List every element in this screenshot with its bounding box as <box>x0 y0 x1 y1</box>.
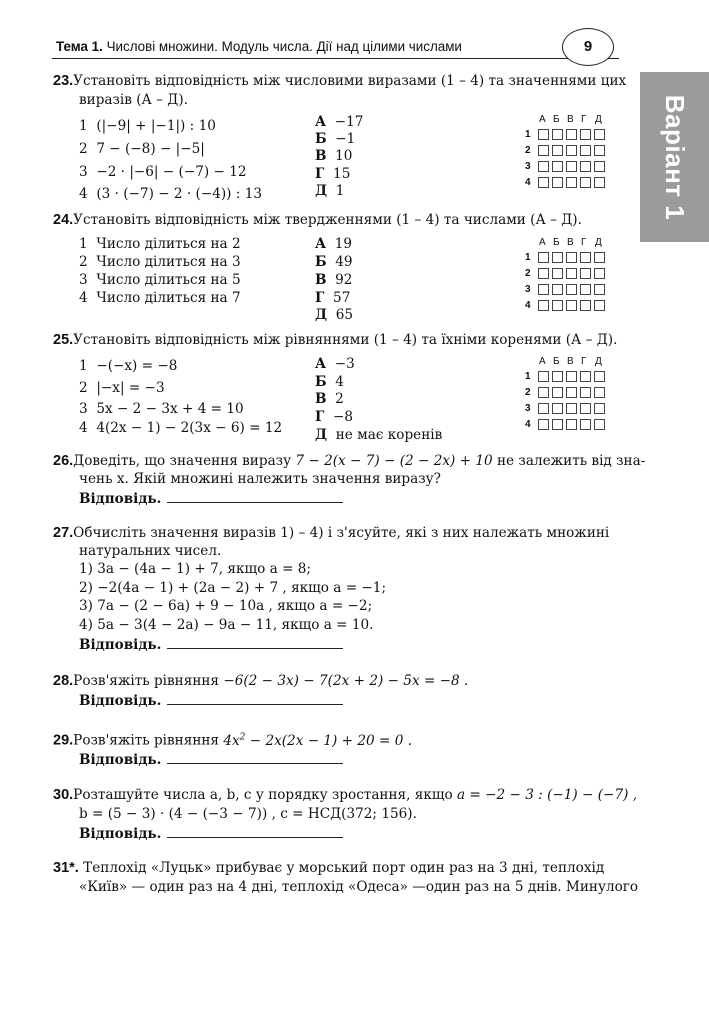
q24-line1: 24.Установіть відповідність між твердженнями (1 – 4) та числами (А – Д). <box>53 212 582 228</box>
answer-checkbox[interactable] <box>580 252 591 263</box>
q23-option-1: А −17 <box>315 114 364 130</box>
answer-checkbox[interactable] <box>580 145 591 156</box>
q23-item-2: 2 7 − (−8) − |−5| <box>79 141 205 157</box>
answer-checkbox[interactable] <box>580 177 591 188</box>
q25-option-5: Д не має коренів <box>315 427 443 443</box>
answer-checkbox[interactable] <box>566 177 577 188</box>
grid-row-label: 3 <box>525 284 531 295</box>
q24-option-4: Г 57 <box>315 290 351 306</box>
answer-checkbox[interactable] <box>538 419 549 430</box>
answer-checkbox[interactable] <box>552 403 563 414</box>
q26-line1: 26.Доведіть, що значення виразу 7 − 2(x − 7) − (2 − 2x) + 10 не залежить від зна- <box>53 453 646 469</box>
answer-checkbox[interactable] <box>566 300 577 311</box>
answer-checkbox[interactable] <box>566 145 577 156</box>
q23-option-2: Б −1 <box>315 131 356 147</box>
answer-checkbox[interactable] <box>566 371 577 382</box>
grid-column-label: Д <box>595 237 602 248</box>
q23-item-3: 3 −2 · |−6| − (−7) − 12 <box>79 164 247 180</box>
q27-item-3: 3) 7a − (2 − 6a) + 9 − 10a , якщо a = −2; <box>79 598 373 614</box>
grid-column-label: А <box>539 114 546 125</box>
grid-row-label: 2 <box>525 387 531 398</box>
answer-checkbox[interactable] <box>580 284 591 295</box>
header-topic: Тема 1. <box>56 39 103 54</box>
answer-checkbox[interactable] <box>552 161 563 172</box>
grid-column-label: В <box>567 237 574 248</box>
answer-checkbox[interactable] <box>594 284 605 295</box>
answer-checkbox[interactable] <box>580 161 591 172</box>
answer-checkbox[interactable] <box>552 268 563 279</box>
answer-checkbox[interactable] <box>594 268 605 279</box>
answer-checkbox[interactable] <box>566 161 577 172</box>
answer-checkbox[interactable] <box>538 161 549 172</box>
answer-checkbox[interactable] <box>580 371 591 382</box>
q27-line2: натуральних чисел. <box>79 543 222 559</box>
answer-checkbox[interactable] <box>552 129 563 140</box>
q25-item-2: 2 |−x| = −3 <box>79 380 165 396</box>
answer-checkbox[interactable] <box>552 300 563 311</box>
answer-checkbox[interactable] <box>594 403 605 414</box>
answer-checkbox[interactable] <box>552 284 563 295</box>
q24-option-2: Б 49 <box>315 254 353 270</box>
answer-checkbox[interactable] <box>580 403 591 414</box>
page-header <box>52 36 619 59</box>
q25-item-3: 3 5x − 2 − 3x + 4 = 10 <box>79 401 244 417</box>
q25-option-4: Г −8 <box>315 409 354 425</box>
grid-row-label: 3 <box>525 403 531 414</box>
answer-checkbox[interactable] <box>538 371 549 382</box>
q24-option-1: А 19 <box>315 236 353 252</box>
answer-checkbox[interactable] <box>552 419 563 430</box>
grid-row-label: 1 <box>525 252 531 263</box>
grid-row-label: 1 <box>525 129 531 140</box>
q24-item-2: 2 Число ділиться на 3 <box>79 254 241 270</box>
q29-line1: 29.Розв'яжіть рівняння $4x^2 - 2x(2x - 1) + 20 = 0$ . <box>53 732 413 749</box>
grid-column-label: Д <box>595 114 602 125</box>
q23-item-1: 1 (|−9| + |−1|) : 10 <box>79 118 216 134</box>
q23-item-4: 4 (3 · (−7) − 2 · (−4)) : 13 <box>79 186 262 202</box>
answer-checkbox[interactable] <box>580 387 591 398</box>
grid-column-label: Г <box>581 114 587 125</box>
q24-option-3: В 92 <box>315 272 353 288</box>
grid-row-label: 1 <box>525 371 531 382</box>
grid-row-label: 3 <box>525 161 531 172</box>
q27-line1: 27.Обчисліть значення виразів 1) – 4) і з'ясуйте, які з них належать множині <box>53 525 610 541</box>
answer-checkbox[interactable] <box>580 268 591 279</box>
answer-grid-q25[interactable] <box>525 357 610 429</box>
header-title: Числові множини. Модуль числа. Дії над цілими числами <box>106 39 462 54</box>
grid-row-label: 4 <box>525 419 531 430</box>
answer-checkbox[interactable] <box>566 387 577 398</box>
q30-line2: b = (5 − 3) · (4 − (−3 − 7)) , c = НСД(372; 156). <box>79 806 417 822</box>
q24-item-3: 3 Число ділиться на 5 <box>79 272 241 288</box>
q31-line1: 31*. Теплохід «Луцьк» прибуває у морський порт один раз на 3 дні, теплохід <box>53 860 605 876</box>
answer-checkbox[interactable] <box>538 268 549 279</box>
answer-checkbox[interactable] <box>566 284 577 295</box>
q23-line1: 23.Установіть відповідність між числовими виразами (1 – 4) та значеннями цих <box>53 73 627 89</box>
grid-column-label: Г <box>581 356 587 367</box>
answer-checkbox[interactable] <box>566 129 577 140</box>
answer-checkbox[interactable] <box>580 129 591 140</box>
answer-checkbox[interactable] <box>580 419 591 430</box>
q27-answer[interactable]: Відповідь. <box>79 637 343 653</box>
grid-row-label: 4 <box>525 177 531 188</box>
grid-column-label: В <box>567 114 574 125</box>
q25-line1: 25.Установіть відповідність між рівняннями (1 – 4) та їхніми коренями (А – Д). <box>53 332 618 348</box>
q24-item-4: 4 Число ділиться на 7 <box>79 290 241 306</box>
q29-answer[interactable]: Відповідь. <box>79 752 343 768</box>
grid-column-label: А <box>539 356 546 367</box>
page-number: 9 <box>562 28 614 66</box>
q27-item-1: 1) 3a − (4a − 1) + 7, якщо a = 8; <box>79 561 312 577</box>
grid-column-label: Б <box>553 237 560 248</box>
answer-checkbox[interactable] <box>594 419 605 430</box>
answer-checkbox[interactable] <box>566 403 577 414</box>
answer-checkbox[interactable] <box>552 177 563 188</box>
variant-tab <box>640 72 709 242</box>
answer-checkbox[interactable] <box>594 387 605 398</box>
answer-checkbox[interactable] <box>594 371 605 382</box>
answer-checkbox[interactable] <box>594 129 605 140</box>
q26-answer[interactable]: Відповідь. <box>79 491 343 507</box>
q30-answer[interactable]: Відповідь. <box>79 826 343 842</box>
q31-line2: «Київ» — один раз на 4 дні, теплохід «Одеса» —один раз на 5 днів. Минулого <box>79 879 639 895</box>
q28-line1: 28.Розв'яжіть рівняння −6(2 − 3x) − 7(2x + 2) − 5x = −8 . <box>53 673 469 689</box>
grid-column-label: Д <box>595 356 602 367</box>
answer-checkbox[interactable] <box>538 129 549 140</box>
q25-item-4: 4 4(2x − 1) − 2(3x − 6) = 12 <box>79 420 283 436</box>
answer-grid-q23[interactable] <box>525 115 610 187</box>
q27-item-4: 4) 5a − 3(4 − 2a) − 9a − 11, якщо a = 10. <box>79 617 374 633</box>
answer-checkbox[interactable] <box>538 284 549 295</box>
q30-line1: 30.Розташуйте числа a, b, c у порядку зростання, якщо a = −2 − 3 : (−1) − (−7) , <box>53 787 638 803</box>
answer-checkbox[interactable] <box>594 177 605 188</box>
grid-row-label: 4 <box>525 300 531 311</box>
grid-column-label: Г <box>581 237 587 248</box>
answer-checkbox[interactable] <box>580 300 591 311</box>
answer-checkbox[interactable] <box>552 387 563 398</box>
grid-row-label: 2 <box>525 268 531 279</box>
grid-column-label: А <box>539 237 546 248</box>
q23-option-5: Д 1 <box>315 183 345 199</box>
answer-checkbox[interactable] <box>566 419 577 430</box>
q25-option-3: В 2 <box>315 391 344 407</box>
answer-checkbox[interactable] <box>594 252 605 263</box>
q25-option-2: Б 4 <box>315 374 344 390</box>
grid-column-label: В <box>567 356 574 367</box>
answer-grid-q24[interactable] <box>525 238 610 310</box>
answer-checkbox[interactable] <box>594 161 605 172</box>
grid-column-label: Б <box>553 356 560 367</box>
answer-checkbox[interactable] <box>538 387 549 398</box>
answer-checkbox[interactable] <box>538 177 549 188</box>
answer-checkbox[interactable] <box>538 145 549 156</box>
q24-option-5: Д 65 <box>315 307 354 323</box>
answer-checkbox[interactable] <box>538 300 549 311</box>
q23-option-4: Г 15 <box>315 166 351 182</box>
grid-column-label: Б <box>553 114 560 125</box>
q24-item-1: 1 Число ділиться на 2 <box>79 236 241 252</box>
answer-checkbox[interactable] <box>552 252 563 263</box>
q26-line2: чень x. Якій множині належить значення виразу? <box>79 471 441 487</box>
answer-checkbox[interactable] <box>538 252 549 263</box>
variant-tab-label: Варіант 1 <box>660 94 690 220</box>
q25-item-1: 1 −(−x) = −8 <box>79 358 178 374</box>
q28-answer[interactable]: Відповідь. <box>79 693 343 709</box>
grid-row-label: 2 <box>525 145 531 156</box>
q27-item-2: 2) −2(4a − 1) + (2a − 2) + 7 , якщо a = −1; <box>79 580 387 596</box>
q23-line2: виразів (А – Д). <box>79 92 188 108</box>
answer-checkbox[interactable] <box>552 371 563 382</box>
answer-checkbox[interactable] <box>566 252 577 263</box>
q25-option-1: А −3 <box>315 356 355 372</box>
answer-checkbox[interactable] <box>594 300 605 311</box>
answer-checkbox[interactable] <box>594 145 605 156</box>
q23-option-3: В 10 <box>315 148 353 164</box>
answer-checkbox[interactable] <box>552 145 563 156</box>
answer-checkbox[interactable] <box>538 403 549 414</box>
answer-checkbox[interactable] <box>566 268 577 279</box>
